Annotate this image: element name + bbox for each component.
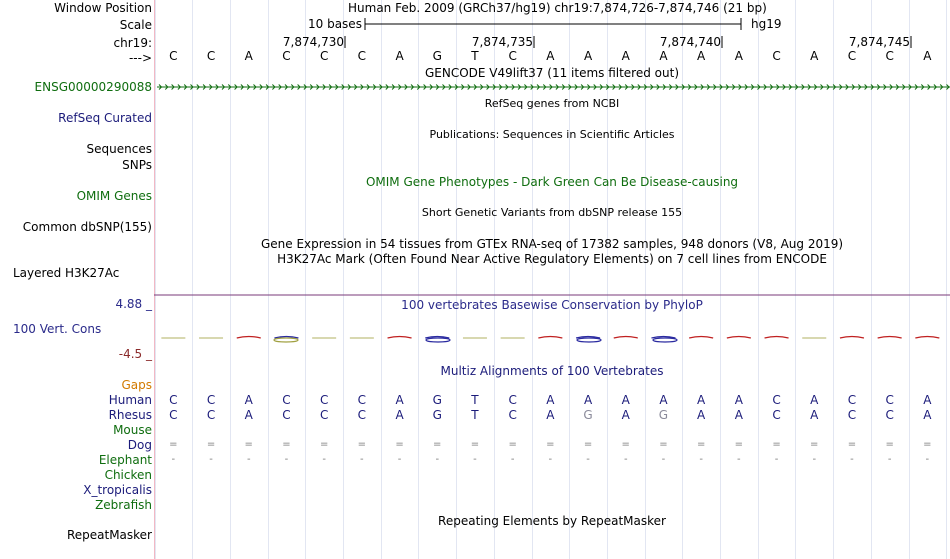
- label-zebrafish: Zebrafish: [95, 498, 152, 512]
- elephant-aligned-base: -: [284, 454, 289, 465]
- reference-base: C: [206, 49, 216, 63]
- elephant-aligned-base: -: [812, 454, 817, 465]
- human-aligned-base: A: [810, 393, 819, 407]
- rhesus-aligned-base: C: [847, 408, 857, 422]
- human-aligned-base: C: [847, 393, 857, 407]
- reference-base: C: [169, 49, 178, 63]
- human-aligned-base: A: [923, 393, 932, 407]
- gencode-track-title: GENCODE V49lift37 (11 items filtered out): [424, 66, 680, 80]
- assembly-label: hg19: [751, 17, 782, 31]
- rhesus-aligned-base: C: [169, 408, 178, 422]
- human-aligned-base: C: [885, 393, 894, 407]
- reference-base: A: [659, 49, 668, 63]
- phylop-loop-glyph: [577, 338, 601, 342]
- rhesus-aligned-base: G: [432, 408, 442, 422]
- omim-track-title: OMIM Gene Phenotypes - Dark Green Can Be Disease-causing: [365, 175, 739, 189]
- human-aligned-base: C: [169, 393, 178, 407]
- rhesus-aligned-base: A: [810, 408, 819, 422]
- reference-base: A: [395, 49, 404, 63]
- phylop-loop-glyph: [653, 338, 677, 342]
- label-sequences-track[interactable]: Sequences: [86, 142, 152, 156]
- scale-bases-label: 10 bases: [308, 17, 362, 31]
- reference-base: A: [583, 49, 593, 63]
- dog-aligned-base: =: [357, 439, 367, 450]
- reference-base: A: [244, 49, 253, 63]
- elephant-aligned-base: -: [548, 454, 553, 465]
- reference-base: C: [282, 49, 291, 63]
- label-snps-track[interactable]: SNPs: [122, 158, 152, 172]
- dog-aligned-base: =: [810, 439, 819, 450]
- refseq-track-title: RefSeq genes from NCBI: [484, 97, 620, 110]
- ruler-tick-3: 7,874,740: [659, 35, 721, 49]
- gtex-track-title: Gene Expression in 54 tissues from GTEx RNA-seq of 17382 samples, 948 donors (V8, Aug 2019): [260, 237, 844, 251]
- rhesus-aligned-base: A: [244, 408, 253, 422]
- human-aligned-base: C: [772, 393, 781, 407]
- phylop-score-mark: [915, 337, 939, 339]
- label-cons-track[interactable]: 100 Vert. Cons: [13, 322, 102, 336]
- rhesus-aligned-base: C: [206, 408, 216, 422]
- human-aligned-base: C: [357, 393, 367, 407]
- reference-base: A: [621, 49, 630, 63]
- phylop-loop-glyph: [426, 338, 450, 342]
- elephant-aligned-base: -: [850, 454, 854, 465]
- elephant-aligned-base: -: [737, 454, 741, 465]
- dog-aligned-base: =: [244, 439, 253, 450]
- h3k27ac-track-title: H3K27Ac Mark (Often Found Near Active Regulatory Elements) on 7 cell lines from ENCODE: [277, 252, 827, 266]
- elephant-aligned-base: -: [360, 454, 364, 465]
- reference-base: C: [357, 49, 367, 63]
- human-aligned-base: A: [697, 393, 706, 407]
- phylop-score-mark: [237, 337, 261, 339]
- publications-track-title: Publications: Sequences in Scientific Articles: [429, 128, 675, 141]
- label-human: Human: [108, 393, 152, 407]
- dog-aligned-base: =: [885, 439, 894, 450]
- dog-aligned-base: =: [470, 439, 480, 450]
- human-aligned-base: A: [395, 393, 404, 407]
- dog-aligned-base: =: [923, 439, 932, 450]
- elephant-aligned-base: -: [246, 454, 251, 465]
- rhesus-aligned-base: C: [508, 408, 517, 422]
- ruler-tick-2: 7,874,735: [471, 35, 533, 49]
- phylop-score-mark: [689, 337, 713, 339]
- label-repeatmasker-track[interactable]: RepeatMasker: [66, 528, 152, 542]
- window-position-text: Human Feb. 2009 (GRCh37/hg19) chr19:7,874,726-7,874,746 (21 bp): [348, 1, 767, 15]
- reference-base: G: [432, 49, 442, 63]
- label-strand-arrow: --->: [128, 51, 152, 65]
- label-h3k27ac-track[interactable]: Layered H3K27Ac: [13, 266, 120, 280]
- rhesus-aligned-base: A: [734, 408, 743, 422]
- human-aligned-base: A: [244, 393, 253, 407]
- ruler-tick-1: 7,874,730: [282, 35, 344, 49]
- label-cons-max: 4.88 _: [115, 297, 152, 311]
- rhesus-aligned-base: A: [395, 408, 404, 422]
- rhesus-aligned-base: A: [923, 408, 932, 422]
- dog-aligned-base: =: [508, 439, 517, 450]
- dog-aligned-base: =: [319, 439, 329, 450]
- repeatmasker-track-title: Repeating Elements by RepeatMasker: [438, 514, 666, 528]
- dog-aligned-base: =: [282, 439, 291, 450]
- elephant-aligned-base: -: [473, 454, 477, 465]
- rhesus-aligned-base: T: [471, 408, 479, 422]
- reference-base: T: [471, 49, 479, 63]
- phylop-score-mark: [727, 337, 751, 339]
- dbsnp-track-title: Short Genetic Variants from dbSNP release 155: [421, 206, 683, 219]
- phylop-score-mark: [388, 337, 412, 339]
- label-elephant: Elephant: [98, 453, 152, 467]
- rhesus-aligned-base: A: [621, 408, 630, 422]
- dog-aligned-base: =: [583, 439, 593, 450]
- dog-aligned-base: =: [169, 439, 178, 450]
- dog-aligned-base: =: [847, 439, 857, 450]
- label-rhesus: Rhesus: [108, 408, 152, 422]
- phylop-loop-glyph: [274, 338, 298, 342]
- human-aligned-base: G: [432, 393, 442, 407]
- label-x-tropicalis: X_tropicalis: [83, 483, 152, 497]
- label-chromosome: chr19:: [113, 36, 152, 50]
- human-aligned-base: A: [583, 393, 593, 407]
- label-omim-track[interactable]: OMIM Genes: [76, 189, 152, 203]
- elephant-aligned-base: -: [699, 454, 703, 465]
- dog-aligned-base: =: [546, 439, 555, 450]
- human-aligned-base: C: [206, 393, 216, 407]
- phylop-score-mark: [614, 337, 638, 339]
- elephant-aligned-base: -: [510, 454, 515, 465]
- rhesus-aligned-base: C: [282, 408, 291, 422]
- dog-aligned-base: =: [734, 439, 744, 450]
- reference-base: C: [847, 49, 857, 63]
- elephant-aligned-base: -: [171, 454, 176, 465]
- dog-aligned-base: =: [395, 439, 404, 450]
- rhesus-aligned-base: C: [357, 408, 367, 422]
- rhesus-aligned-base: G: [658, 408, 669, 422]
- human-aligned-base: C: [282, 393, 291, 407]
- reference-base: A: [697, 49, 706, 63]
- label-dog: Dog: [127, 438, 152, 452]
- human-aligned-base: A: [659, 393, 668, 407]
- dog-aligned-base: =: [621, 439, 630, 450]
- rhesus-aligned-base: A: [546, 408, 555, 422]
- dog-aligned-base: =: [696, 439, 706, 450]
- phylop-score-mark: [538, 337, 562, 339]
- reference-base: A: [923, 49, 932, 63]
- label-cons-min: -4.5 _: [118, 347, 152, 361]
- dog-aligned-base: =: [659, 439, 668, 450]
- rhesus-aligned-base: G: [583, 408, 593, 422]
- elephant-aligned-base: -: [435, 454, 440, 465]
- label-dbsnp-track[interactable]: Common dbSNP(155): [22, 220, 152, 234]
- human-aligned-base: C: [319, 393, 329, 407]
- human-aligned-base: A: [546, 393, 555, 407]
- reference-base: A: [810, 49, 819, 63]
- elephant-aligned-base: -: [661, 454, 666, 465]
- elephant-aligned-base: -: [397, 454, 402, 465]
- human-aligned-base: T: [471, 393, 479, 407]
- rhesus-aligned-base: C: [885, 408, 894, 422]
- phylop-track-title: 100 vertebrates Basewise Conservation by PhyloP: [401, 298, 703, 312]
- dog-aligned-base: =: [772, 439, 781, 450]
- phylop-score-mark: [878, 337, 902, 339]
- phylop-score-mark: [765, 337, 789, 339]
- label-mouse: Mouse: [113, 423, 152, 437]
- elephant-aligned-base: -: [322, 454, 326, 465]
- label-refseq-track[interactable]: RefSeq Curated: [58, 111, 152, 125]
- reference-base: C: [885, 49, 894, 63]
- elephant-aligned-base: -: [774, 454, 779, 465]
- dog-aligned-base: =: [433, 439, 442, 450]
- reference-base: C: [508, 49, 517, 63]
- reference-base: A: [546, 49, 555, 63]
- human-aligned-base: C: [508, 393, 517, 407]
- dog-aligned-base: =: [206, 439, 216, 450]
- label-scale: Scale: [119, 18, 152, 32]
- elephant-aligned-base: -: [925, 454, 930, 465]
- multiz-track-title: Multiz Alignments of 100 Vertebrates: [440, 364, 664, 378]
- label-gencode-track[interactable]: ENSG00000290088: [34, 80, 152, 94]
- phylop-score-mark: [840, 337, 864, 339]
- elephant-aligned-base: -: [623, 454, 628, 465]
- label-gaps[interactable]: Gaps: [121, 378, 152, 392]
- reference-base: C: [319, 49, 329, 63]
- human-aligned-base: A: [734, 393, 743, 407]
- label-chicken: Chicken: [104, 468, 152, 482]
- rhesus-aligned-base: C: [772, 408, 781, 422]
- elephant-aligned-base: -: [887, 454, 892, 465]
- rhesus-aligned-base: A: [697, 408, 706, 422]
- reference-base: A: [734, 49, 743, 63]
- elephant-aligned-base: -: [209, 454, 213, 465]
- label-window-position: Window Position: [54, 1, 152, 15]
- elephant-aligned-base: -: [586, 454, 590, 465]
- reference-base: C: [772, 49, 781, 63]
- human-aligned-base: A: [621, 393, 630, 407]
- rhesus-aligned-base: C: [319, 408, 329, 422]
- ruler-tick-4: 7,874,745: [848, 35, 910, 49]
